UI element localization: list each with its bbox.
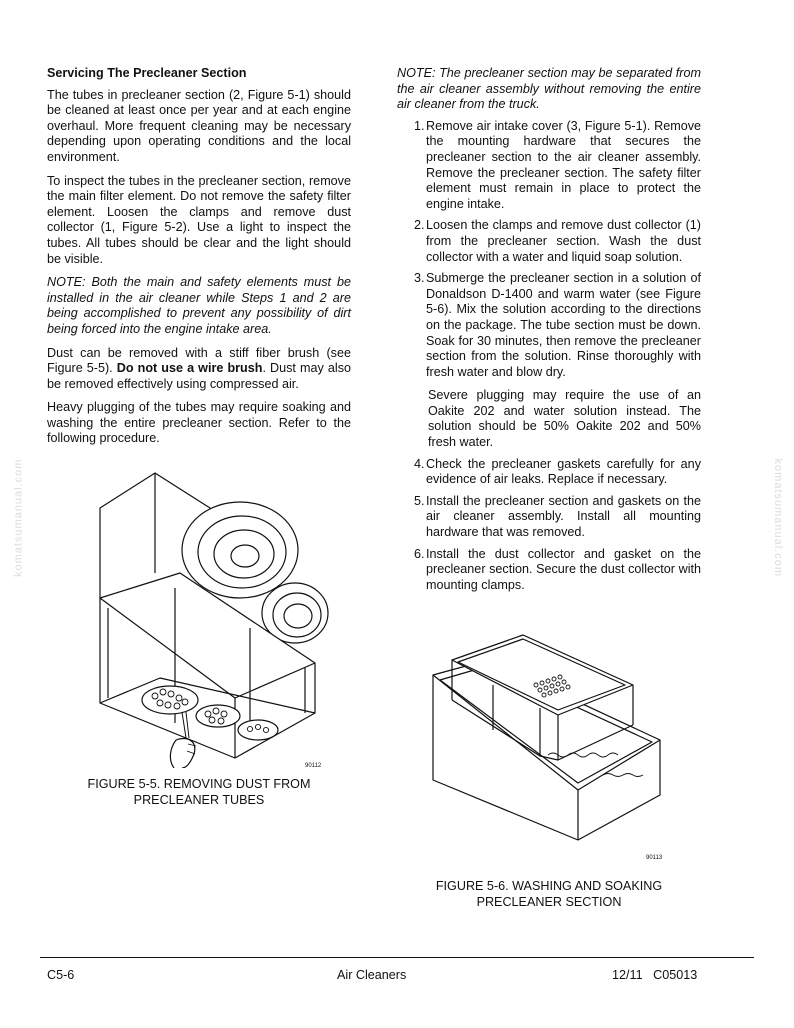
list-item: 2. Loosen the clamps and remove dust collector (1) from the precleaner section. Wash the dust collector with a water and liquid soap solution.: [414, 218, 701, 264]
footer-divider: [40, 957, 754, 958]
list-item: 4. Check the precleaner gaskets carefully for any evidence of air leaks. Replace if necessary.: [414, 456, 701, 487]
watermark-left: komatsumanual.com: [12, 458, 25, 578]
footer-page-number: C5-6: [47, 968, 75, 982]
figure-5-6-illustration: [428, 630, 668, 845]
footer-section-title: Air Cleaners: [337, 968, 407, 982]
step3-severe-plugging: Severe plugging may require the use of an Oakite 202 and water solution instead. The solution should be 50% Oakite 202 and 50% fresh water.: [428, 388, 701, 450]
section-heading: Servicing The Precleaner Section: [47, 66, 247, 80]
figure-5-6-caption: FIGURE 5-6. WASHING AND SOAKING PRECLEANER SECTION: [435, 879, 663, 909]
note-separate-precleaner: NOTE: The precleaner section may be separated from the air cleaner assembly without removing the entire air cleaner from the truck.: [397, 66, 701, 112]
footer-code: C05013: [653, 968, 698, 982]
figure-5-5-illustration: [90, 468, 340, 768]
procedure-steps: [397, 119, 701, 381]
paragraph-heavy-plugging: Heavy plugging of the tubes may require soaking and washing the entire precleaner section. Refer to the following procedure.: [47, 400, 351, 446]
right-column: [397, 66, 701, 599]
left-column: [47, 66, 351, 455]
list-item: 6. Install the dust collector and gasket on the precleaner section. Secure the dust collector with mounting clamps.: [414, 546, 701, 592]
footer-revision: [612, 968, 697, 984]
figure-5-6-number: 90113: [646, 855, 663, 861]
list-item: 1. Remove air intake cover (3, Figure 5-1). Remove the mounting hardware that secures the precleaner section to the air cleaner assembly. Remove the precleaner section. The safety filter element must remain in place to protect the engine intake.: [414, 118, 701, 211]
warning-wire-brush: Do not use a wire brush: [116, 361, 263, 376]
footer-date: 12/11: [612, 968, 643, 982]
list-item: 3. Submerge the precleaner section in a solution of Donaldson D-1400 and warm water (see Figure 5-6). Mix the solution according to the directions on the package. The tube section must be down. Soak for 30 minutes, then remove the precleaner section from the solution. Rinse thoroughly with fresh water and blow dry.: [414, 271, 701, 379]
procedure-steps-continued: [397, 457, 701, 594]
paragraph-inspect-tubes: To inspect the tubes in the precleaner section, remove the main filter element. Do not remove the safety filter element. Loosen the clamps and remove dust collector (1, Figure 5-2). Use a light to inspect the tubes. All tubes should be clear and the light should be visible.: [47, 173, 351, 266]
paragraph-cleaning-interval: The tubes in precleaner section (2, Figure 5-1) should be cleaned at least once per year and at each engine overhaul. More frequent cleaning may be necessary depending upon operating conditions and the local environment.: [47, 87, 351, 164]
note-elements-installed: NOTE: Both the main and safety elements must be installed in the air cleaner while Steps 1 and 2 are being accomplished to prevent any possibility of dirt being forced into the engine intake area.: [47, 275, 351, 336]
watermark-right: komatsumanual.com: [772, 458, 785, 578]
figure-5-5-number: 90112: [305, 763, 322, 769]
figure-5-5-caption: FIGURE 5-5. REMOVING DUST FROM PRECLEANER TUBES: [87, 777, 311, 807]
paragraph-dust-removal: Dust can be removed with a stiff fiber brush (see Figure 5-5). Do not use a wire brush. Dust may also be removed effectively using compressed air.: [47, 345, 351, 391]
list-item: 5. Install the precleaner section and gaskets on the air cleaner assembly. Install all mounting hardware that was removed.: [414, 493, 701, 540]
